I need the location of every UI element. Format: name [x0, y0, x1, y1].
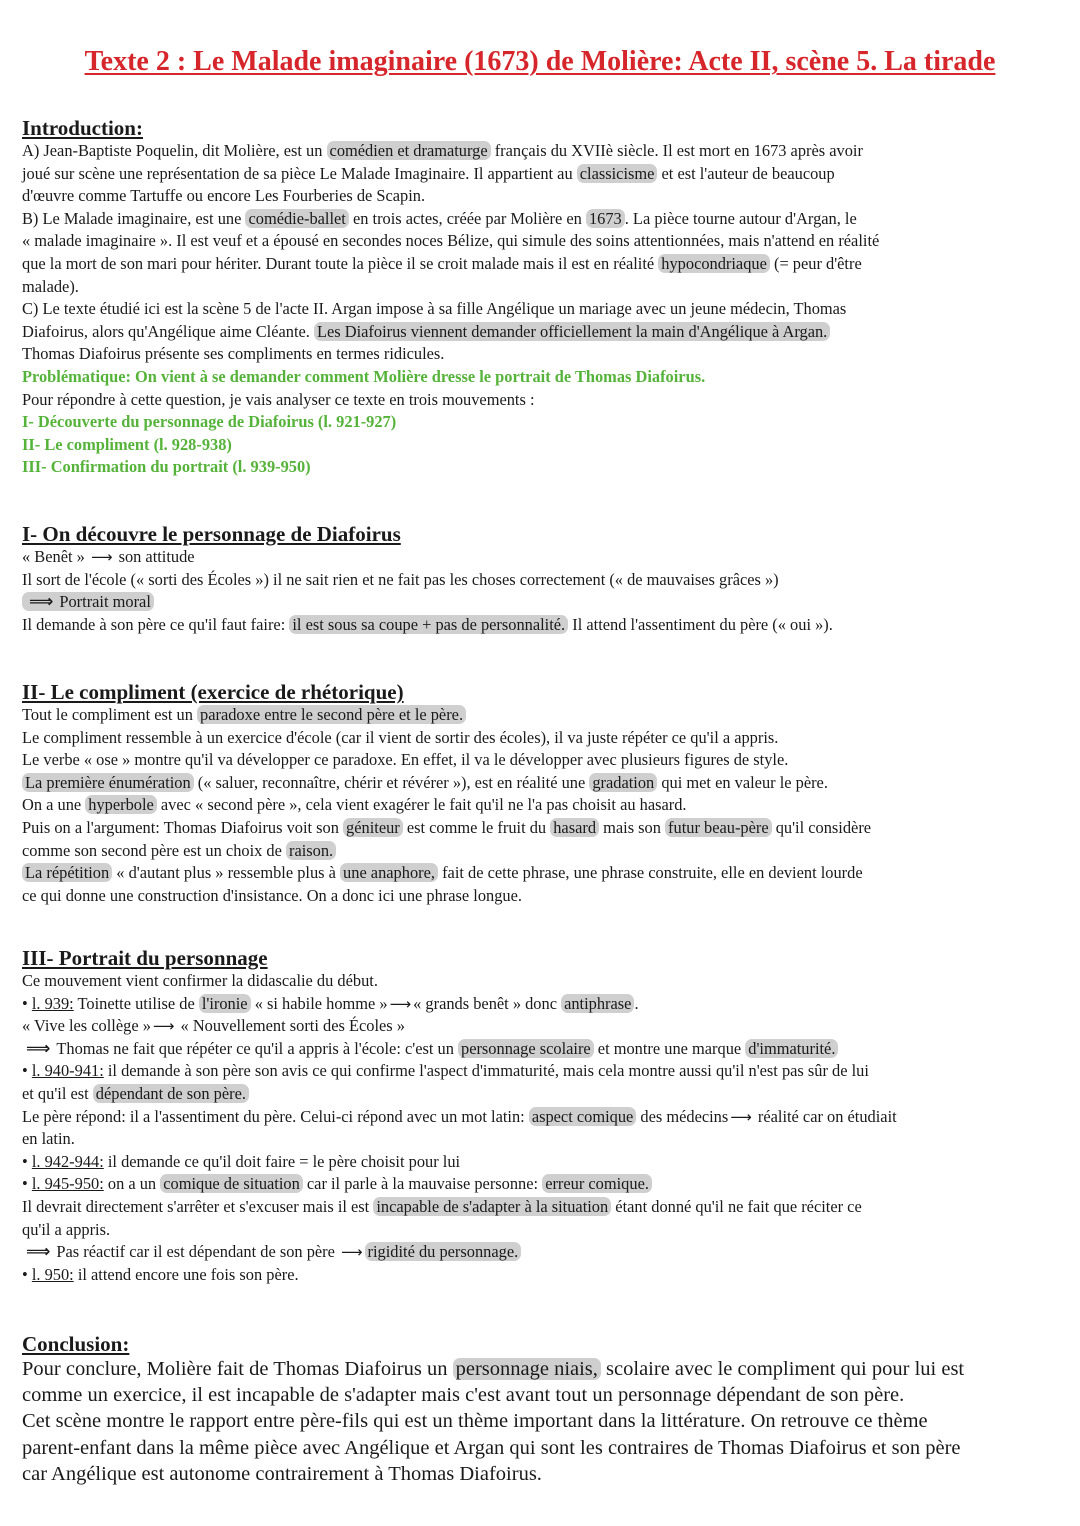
- plan-intro: Pour répondre à cette question, je vais analyser ce texte en trois mouvements :: [22, 389, 535, 409]
- highlight: antiphrase: [561, 994, 634, 1013]
- part1-heading: I- On découvre le personnage de Diafoirus: [22, 522, 401, 546]
- double-arrow-icon: ⟹: [26, 1242, 51, 1263]
- text-line: • l. 950: il attend encore une fois son père.: [22, 1264, 299, 1284]
- highlight: d'immaturité.: [745, 1039, 838, 1058]
- text-line: Le compliment ressemble à un exercice d'école (car il vient de sortir des écoles), il va juste répéter ce qu'il a appris.: [22, 727, 779, 747]
- arrow-right-icon: ⟶: [730, 1107, 752, 1126]
- conclusion-heading: Conclusion:: [22, 1332, 130, 1356]
- text-line: • l. 939: Toinette utilise de l'ironie « si habile homme » ⟶ « grands benêt » donc antiphrase .: [22, 993, 639, 1013]
- highlight: hasard: [550, 818, 599, 837]
- part1-section: [22, 522, 1068, 636]
- text-line: d'œuvre comme Tartuffe ou encore Les Fourberies de Scapin.: [22, 186, 426, 206]
- plan-item: II- Le compliment (l. 928-938): [22, 434, 232, 454]
- highlight: La répétition: [22, 863, 112, 882]
- page-title: Texte 2 : Le Malade imaginaire (1673) de Molière: Acte II, scène 5. La tirade: [84, 46, 996, 77]
- highlight: hypocondriaque: [658, 254, 770, 273]
- text-line: Le verbe « ose » montre qu'il va développer ce paradoxe. En effet, il va le développer avec plusieurs figures de style.: [22, 750, 789, 770]
- highlight: aspect comique: [529, 1107, 637, 1126]
- text-line: Puis on a l'argument: Thomas Diafoirus voit son géniteur est comme le fruit du hasard mais son futur beau-père qu'il considère: [22, 817, 872, 837]
- text-line: Le père répond: il a l'assentiment du père. Celui-ci répond avec un mot latin: aspect comique des médecins ⟶ réalité car on étudiait: [22, 1106, 897, 1126]
- bullet-icon: •: [22, 1264, 32, 1284]
- text-line: en latin.: [22, 1129, 75, 1149]
- highlight: incapable de s'adapter à la situation: [373, 1197, 611, 1216]
- arrow-right-icon: ⟶: [341, 1243, 363, 1262]
- highlight: 1673: [586, 209, 625, 228]
- text-line: • l. 940-941: il demande à son père son avis ce qui confirme l'aspect d'immaturité, mais cela montre aussi qu'il n'est pas sûr de lui: [22, 1061, 869, 1081]
- highlight: Les Diafoirus viennent demander officiellement la main d'Angélique à Argan.: [314, 322, 830, 341]
- highlight: l'ironie: [199, 994, 251, 1013]
- text-line: ⟹ Pas réactif car il est dépendant de son père ⟶ rigidité du personnage.: [22, 1241, 1068, 1264]
- arrow-right-icon: ⟶: [389, 994, 412, 1013]
- part3-section: [22, 946, 1068, 1286]
- highlight: erreur comique.: [542, 1174, 652, 1193]
- text-line: malade).: [22, 276, 79, 296]
- highlight: futur beau-père: [665, 818, 772, 837]
- text-line: On a une hyperbole avec « second père », cela vient exagérer le fait qu'il ne l'a pas choisit au hasard.: [22, 795, 687, 815]
- conclusion-section: [22, 1332, 1068, 1487]
- highlight: raison.: [286, 841, 336, 860]
- text-line: que la mort de son mari pour hériter. Durant toute la pièce il se croit malade mais il est en réalité hypocondriaque (= peur d'être: [22, 253, 862, 273]
- text-line: « Vive les collège » ⟶ « Nouvellement sorti des Écoles »: [22, 1016, 405, 1036]
- part2-section: [22, 680, 1068, 907]
- highlight: géniteur: [343, 818, 403, 837]
- text-line: C) Le texte étudié ici est la scène 5 de l'acte II. Argan impose à sa fille Angélique un mariage avec un jeune médecin, Thomas: [22, 299, 847, 319]
- text-line: B) Le Malade imaginaire, est une comédie-ballet en trois actes, créée par Molière en 1673 . La pièce tourne autour d'Argan, le: [22, 208, 857, 228]
- arrow-right-icon: ⟶: [90, 548, 113, 566]
- bullet-icon: •: [22, 1061, 32, 1081]
- highlight: dépendant de son père.: [93, 1084, 249, 1103]
- text-line: La première énumération (« saluer, reconnaître, chérir et révérer »), est en réalité une gradation qui met en valeur le père.: [22, 772, 1068, 795]
- introduction-section: [22, 116, 1068, 479]
- introduction-text: [22, 140, 1068, 479]
- highlight: rigidité du personnage.: [365, 1242, 522, 1261]
- text-line: joué sur scène une représentation de sa pièce Le Malade Imaginaire. Il appartient au classicisme et est l'auteur de beaucoup: [22, 163, 835, 183]
- text-line: La répétition « d'autant plus » ressemble plus à une anaphore, fait de cette phrase, une phrase construite, elle en devient lourde: [22, 862, 1068, 885]
- text-line: ce qui donne une construction d'insistance. On a donc ici une phrase longue.: [22, 885, 522, 905]
- text-line: comme son second père est un choix de raison.: [22, 840, 1068, 863]
- text-line: car Angélique est autonome contrairement à Thomas Diafoirus.: [22, 1462, 542, 1485]
- text-line: Cet scène montre le rapport entre père-fils qui est un thème important dans la littérature. On retrouve ce thème: [22, 1410, 928, 1433]
- text-line: « Benêt » ⟶ son attitude: [22, 547, 195, 566]
- highlight: il est sous sa coupe + pas de personnalité.: [289, 615, 568, 634]
- text-line: Diafoirus, alors qu'Angélique aime Cléante. Les Diafoirus viennent demander officiellement la main d'Angélique à Argan.: [22, 321, 1068, 344]
- bullet-icon: •: [22, 993, 32, 1013]
- text-line: Pour conclure, Molière fait de Thomas Diafoirus un personnage niais, scolaire avec le compliment qui pour lui est: [22, 1358, 965, 1380]
- text-line: Tout le compliment est un paradoxe entre le second père et le père.: [22, 704, 1068, 727]
- text-line: Il demande à son père ce qu'il faut faire: il est sous sa coupe + pas de personnalité. Il attend l'assentiment du père (« oui »).: [22, 614, 833, 634]
- highlight: personnage niais,: [453, 1358, 601, 1380]
- double-arrow-icon: ⟹: [29, 592, 54, 613]
- highlight: ⟹ Portrait moral: [22, 592, 154, 611]
- introduction-heading: Introduction:: [22, 116, 143, 140]
- part2-heading: II- Le compliment (exercice de rhétorique): [22, 680, 404, 704]
- text-line: [22, 591, 1068, 614]
- text-line: ⟹ Thomas ne fait que répéter ce qu'il a appris à l'école: c'est un personnage scolaire et montre une marque d'immaturité.: [22, 1038, 1068, 1061]
- text-line: • l. 945-950: on a un comique de situation car il parle à la mauvaise personne: erreur comique.: [22, 1173, 1068, 1196]
- highlight: paradoxe entre le second père et le père.: [197, 705, 466, 724]
- text-line: comme un exercice, il est incapable de s'adapter mais c'est avant tout un personnage dépendant de son père.: [22, 1384, 905, 1407]
- problematique: Problématique: On vient à se demander comment Molière dresse le portrait de Thomas Diafoirus.: [22, 366, 706, 386]
- text-line: qu'il a appris.: [22, 1219, 111, 1239]
- arrow-right-icon: ⟶: [152, 1017, 175, 1036]
- text-line: Il devrait directement s'arrêter et s'excuser mais il est incapable de s'adapter à la situation étant donné qu'il ne fait que réciter ce: [22, 1196, 862, 1216]
- highlight: classicisme: [577, 164, 658, 183]
- plan-item: I- Découverte du personnage de Diafoirus (l. 921-927): [22, 412, 397, 432]
- text-line: parent-enfant dans la même pièce avec Angélique et Argan qui sont les contraires de Thomas Diafoirus et son père: [22, 1436, 961, 1459]
- part3-heading: III- Portrait du personnage: [22, 946, 268, 970]
- highlight: personnage scolaire: [458, 1039, 594, 1058]
- text-line: Ce mouvement vient confirmer la didascalie du début.: [22, 971, 378, 990]
- bullet-icon: •: [22, 1151, 32, 1171]
- text-line: Thomas Diafoirus présente ses compliments en termes ridicules.: [22, 344, 445, 364]
- highlight: comédien et dramaturge: [327, 141, 491, 160]
- double-arrow-icon: ⟹: [26, 1038, 51, 1059]
- bullet-icon: •: [22, 1174, 32, 1194]
- text-line: « malade imaginaire ». Il est veuf et a épousé en secondes noces Bélize, qui simule des soins attentionnées, mais n'attend en réalité: [22, 231, 880, 251]
- text-line: et qu'il est dépendant de son père.: [22, 1083, 1068, 1106]
- highlight: gradation: [589, 773, 657, 792]
- text-line: Il sort de l'école (« sorti des Écoles ») il ne sait rien et ne fait pas les choses correctement (« de mauvaises grâces »): [22, 569, 779, 589]
- highlight: comique de situation: [160, 1174, 303, 1193]
- text-line: A) Jean-Baptiste Poquelin, dit Molière, est un comédien et dramaturge français du XVIIè siècle. Il est mort en 1673 après avoir: [22, 141, 863, 160]
- highlight: comédie-ballet: [245, 209, 348, 228]
- highlight: La première énumération: [22, 773, 194, 792]
- plan-item: III- Confirmation du portrait (l. 939-950): [22, 457, 311, 477]
- text-line: • l. 942-944: il demande ce qu'il doit faire = le père choisit pour lui: [22, 1151, 461, 1171]
- highlight: une anaphore,: [340, 863, 438, 882]
- highlight: hyperbole: [85, 795, 157, 814]
